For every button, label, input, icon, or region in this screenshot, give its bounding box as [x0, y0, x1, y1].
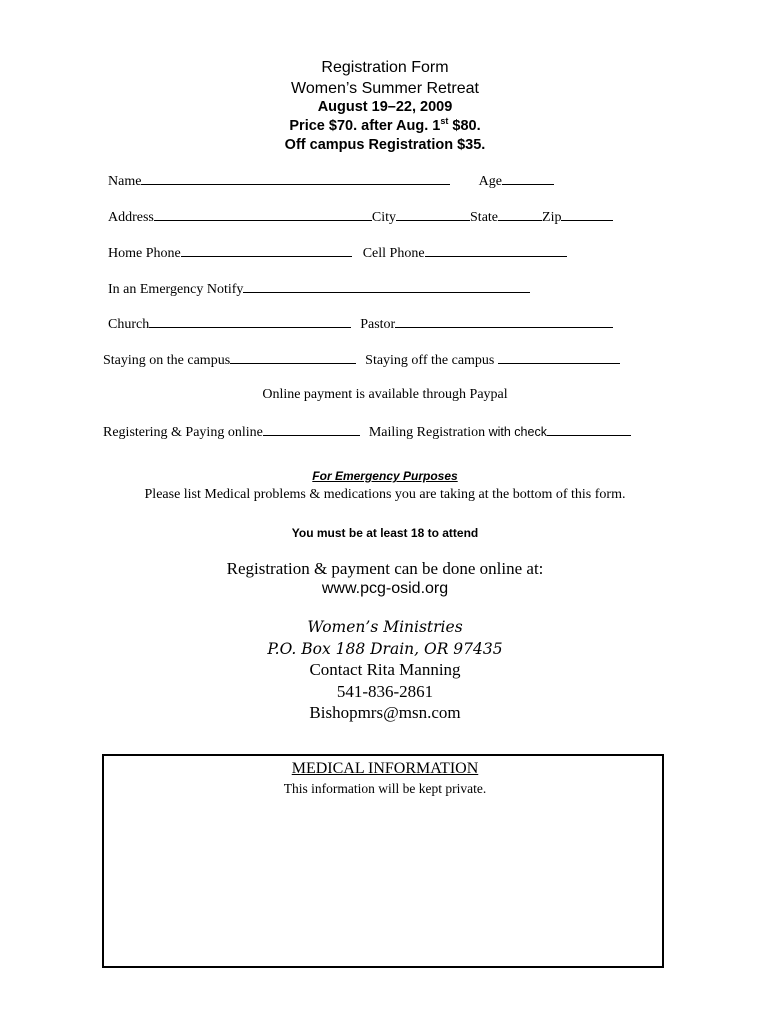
price-line [0, 118, 770, 134]
emergency-field[interactable] [243, 280, 530, 293]
church-row [108, 315, 613, 333]
contact-person: Contact Rita Manning [309, 660, 461, 679]
registration-method-row [103, 423, 631, 441]
emergency-row [108, 280, 530, 298]
age-label: Age [478, 174, 502, 189]
pastor-field[interactable] [395, 315, 613, 328]
name-row [108, 172, 554, 190]
staying-on-label: Staying on the campus [103, 353, 231, 368]
mailing-field[interactable] [547, 423, 631, 436]
emergency-note: Please list Medical problems & medications you are taking at the bottom of this form. [144, 487, 626, 502]
city-field[interactable] [396, 208, 470, 221]
mailing-label-check: with check [488, 425, 547, 439]
cell-phone-label: Cell Phone [362, 246, 425, 261]
name-label: Name [108, 174, 142, 189]
state-label: State [470, 210, 499, 225]
staying-on-field[interactable] [230, 351, 356, 364]
home-phone-field[interactable] [181, 244, 352, 257]
medical-title: MEDICAL INFORMATION [291, 760, 479, 777]
address-row [108, 208, 613, 226]
medical-privacy-note: This information will be kept private. [283, 781, 487, 796]
price-superscript: st [440, 116, 449, 127]
cell-phone-field[interactable] [425, 244, 567, 257]
contact-email[interactable]: Bishopmrs@msn.com [309, 703, 461, 722]
event-dates: August 19–22, 2009 [317, 99, 453, 115]
price-suffix: $80. [448, 118, 481, 134]
website-url[interactable]: www.pcg-osid.org [321, 580, 449, 597]
mailing-address: P.O. Box 188 Drain, OR 97435 [267, 640, 503, 658]
church-label: Church [108, 317, 150, 332]
staying-off-field[interactable] [498, 351, 620, 364]
address-field[interactable] [154, 208, 372, 221]
age-field[interactable] [502, 172, 554, 185]
pastor-label: Pastor [360, 317, 396, 332]
address-label: Address [108, 210, 154, 225]
offcampus-price: Off campus Registration $35. [284, 137, 486, 153]
city-label: City [371, 210, 397, 225]
price-prefix: Price $70. after Aug. 1 [289, 118, 441, 134]
home-phone-label: Home Phone [108, 246, 181, 261]
zip-field[interactable] [561, 208, 613, 221]
staying-row [103, 351, 620, 369]
state-field[interactable] [498, 208, 542, 221]
name-field[interactable] [141, 172, 450, 185]
emergency-label: In an Emergency Notify [108, 282, 244, 297]
online-registration-line: Registration & payment can be done online at: [226, 559, 544, 578]
registering-online-label: Registering & Paying online [103, 425, 263, 440]
registering-online-field[interactable] [263, 423, 360, 436]
church-field[interactable] [149, 315, 351, 328]
event-name: Women’s Summer Retreat [291, 80, 479, 97]
staying-off-label: Staying off the campus [365, 353, 495, 368]
contact-phone: 541-836-2861 [336, 682, 434, 701]
age-requirement: You must be at least 18 to attend [291, 526, 479, 540]
emergency-heading: For Emergency Purposes [312, 469, 458, 483]
phone-row [108, 244, 567, 262]
paypal-note: Online payment is available through Paypal [262, 387, 508, 402]
form-title: Registration Form [321, 59, 449, 76]
zip-label: Zip [542, 210, 562, 225]
org-name: Women’s Ministries [307, 618, 463, 636]
mailing-label: Mailing Registration [368, 425, 489, 440]
